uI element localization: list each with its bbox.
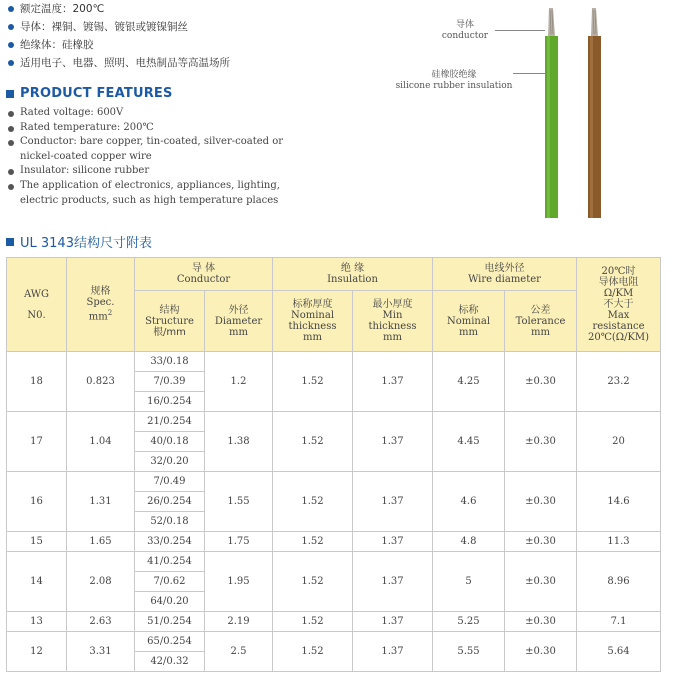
nominal-thickness-cell: 1.52 — [273, 612, 353, 632]
structure-cell: 26/0.254 — [135, 492, 205, 512]
product-feature-item: Rated temperature: 200℃ — [6, 121, 296, 136]
min-thickness-header-unit: mm — [383, 332, 402, 343]
conductor-header-en: Conductor — [176, 274, 231, 285]
nominal-thickness-header-en: Nominal — [290, 310, 335, 321]
table-row — [7, 352, 661, 372]
structure-cell: 7/0.39 — [135, 372, 205, 392]
structure-cell: 41/0.254 — [135, 552, 205, 572]
resistance-cell: 23.2 — [577, 352, 661, 412]
product-feature-item: Conductor: bare copper, tin-coated, silver-coated or nickel-coated copper wire — [6, 135, 296, 164]
structure-cell: 42/0.32 — [135, 652, 205, 672]
product-feature-item: Rated voltage: 600V — [6, 106, 296, 121]
brown-wire-conductor — [591, 8, 598, 36]
insulation-header-cn: 绝 缘 — [340, 263, 365, 274]
wire-nominal-cell: 5.25 — [433, 612, 505, 632]
table-row — [7, 532, 661, 552]
resistance-header-line: Ω/KM — [603, 288, 634, 299]
wire-nominal-cell: 4.45 — [433, 412, 505, 472]
cn-feature-list — [6, 0, 230, 72]
min-thickness-cell: 1.37 — [353, 632, 433, 672]
product-feature-item: The application of electronics, appliances, lighting, electric products, such as high temperature places — [6, 179, 296, 208]
tolerance-cell: ±0.30 — [505, 632, 577, 672]
resistance-header-line: 不大于 — [603, 299, 634, 310]
diameter-header-unit: mm — [229, 326, 248, 338]
awg-cell: 18 — [7, 352, 67, 412]
awg-cell: 13 — [7, 612, 67, 632]
green-wire-conductor — [548, 8, 555, 36]
nominal-thickness-cell: 1.52 — [273, 632, 353, 672]
resistance-cell: 7.1 — [577, 612, 661, 632]
tolerance-cell: ±0.30 — [505, 532, 577, 552]
diameter-header-cn: 外径 — [228, 304, 249, 316]
structure-header-unit: 根/mm — [153, 326, 186, 338]
tolerance-header-en: Tolerance — [515, 315, 566, 327]
structure-cell: 64/0.20 — [135, 592, 205, 612]
structure-cell: 33/0.18 — [135, 352, 205, 372]
product-feature-item: Insulator: silicone rubber — [6, 164, 296, 179]
min-thickness-cell: 1.37 — [353, 472, 433, 532]
min-thickness-cell: 1.37 — [353, 412, 433, 472]
insulation-label-cn: 硅橡胶绝缘 — [431, 70, 477, 80]
cn-feature-item: 适用电子、电器、照明、电热制品等高温场所 — [6, 54, 230, 72]
structure-cell: 7/0.62 — [135, 572, 205, 592]
min-thickness-header-en: thickness — [368, 321, 417, 332]
structure-header-cn: 结构 — [159, 304, 180, 316]
resistance-cell: 14.6 — [577, 472, 661, 532]
spec-cell: 0.823 — [67, 352, 135, 412]
resistance-header-line: resistance — [592, 321, 645, 332]
insulation-leader-line — [513, 73, 545, 74]
min-thickness-cell: 1.37 — [353, 552, 433, 612]
diameter-cell: 1.75 — [205, 532, 273, 552]
spec-cell: 1.65 — [67, 532, 135, 552]
tolerance-header-unit: mm — [531, 326, 550, 338]
min-thickness-header-cn: 最小厚度 — [372, 299, 413, 310]
awg-cell: 12 — [7, 632, 67, 672]
wire-diameter-header — [433, 258, 577, 291]
awg-cell: 16 — [7, 472, 67, 532]
nominal-thickness-cell: 1.52 — [273, 352, 353, 412]
tolerance-cell: ±0.30 — [505, 552, 577, 612]
insulation-header — [273, 258, 433, 291]
structure-cell: 7/0.49 — [135, 472, 205, 492]
wire-nominal-cell: 4.8 — [433, 532, 505, 552]
nominal-thickness-header-cn: 标称厚度 — [292, 299, 333, 310]
nominal-thickness-cell: 1.52 — [273, 532, 353, 552]
wire-diameter-header-en: Wire diameter — [468, 274, 541, 285]
nominal-diameter-header-cn: 标称 — [458, 304, 479, 316]
nominal-diameter-header-en: Nominal — [446, 315, 491, 327]
resistance-header-line: 20℃(Ω/KM) — [587, 332, 650, 343]
spec-header-cn: 规格 — [90, 286, 111, 298]
nominal-thickness-cell: 1.52 — [273, 472, 353, 532]
spec-unit — [67, 308, 134, 322]
resistance-cell: 20 — [577, 412, 661, 472]
tolerance-cell: ±0.30 — [505, 352, 577, 412]
square-bullet-icon — [6, 90, 14, 98]
wire-diameter-header-cn: 电线外径 — [484, 263, 525, 274]
table-row — [7, 472, 661, 492]
min-thickness-cell: 1.37 — [353, 612, 433, 632]
spec-cell: 1.04 — [67, 412, 135, 472]
nominal-thickness-cell: 1.52 — [273, 412, 353, 472]
product-features-list — [6, 106, 296, 208]
spec-table — [6, 257, 661, 672]
structure-cell: 51/0.254 — [135, 612, 205, 632]
structure-cell: 52/0.18 — [135, 512, 205, 532]
insulation-label-en: silicone rubber insulation — [395, 81, 513, 91]
resistance-header-line: Max — [607, 310, 630, 321]
insulation-callout — [395, 70, 513, 92]
diameter-cell: 1.38 — [205, 412, 273, 472]
conductor-leader-line — [495, 30, 545, 31]
resistance-cell: 8.96 — [577, 552, 661, 612]
awg-header-text: AWG — [23, 288, 50, 300]
structure-cell: 33/0.254 — [135, 532, 205, 552]
conductor-label-en: conductor — [441, 31, 489, 41]
tolerance-header-cn: 公差 — [530, 304, 551, 316]
brown-wire — [588, 36, 601, 218]
nominal-thickness-header-en: thickness — [288, 321, 337, 332]
resistance-cell: 11.3 — [577, 532, 661, 552]
nominal-thickness-header-unit: mm — [303, 332, 322, 343]
structure-cell: 65/0.254 — [135, 632, 205, 652]
spec-header-en: Spec. — [86, 297, 115, 309]
product-features-heading — [6, 86, 173, 101]
diameter-header-en: Diameter — [214, 315, 263, 327]
awg-cell: 14 — [7, 552, 67, 612]
table-row — [7, 612, 661, 632]
diameter-cell: 1.95 — [205, 552, 273, 612]
spec-unit-sup: 2 — [107, 309, 113, 318]
structure-header-en: Structure — [145, 315, 194, 327]
nominal-diameter-header — [433, 291, 505, 352]
spec-cell: 3.31 — [67, 632, 135, 672]
green-wire — [545, 36, 558, 218]
spec-cell: 1.31 — [67, 472, 135, 532]
structure-cell: 21/0.254 — [135, 412, 205, 432]
resistance-header-line: 导体电阻 — [598, 277, 639, 288]
spec-cell: 2.08 — [67, 552, 135, 612]
diameter-cell: 2.19 — [205, 612, 273, 632]
conductor-label-cn: 导体 — [455, 20, 474, 30]
spec-cell: 2.63 — [67, 612, 135, 632]
resistance-cell: 5.64 — [577, 632, 661, 672]
no-header-text: N0. — [27, 309, 46, 321]
spec-table-body — [7, 352, 661, 672]
conductor-header — [135, 258, 273, 291]
min-thickness-cell: 1.37 — [353, 352, 433, 412]
structure-cell: 16/0.254 — [135, 392, 205, 412]
tolerance-cell: ±0.30 — [505, 612, 577, 632]
cn-feature-item: 额定温度：200℃ — [6, 0, 230, 18]
spec-header — [67, 258, 135, 352]
cn-feature-item: 导体：裸铜、镀锡、镀银或镀镍铜丝 — [6, 18, 230, 36]
diameter-cell: 1.2 — [205, 352, 273, 412]
min-thickness-header-en: Min — [382, 310, 403, 321]
resistance-header — [577, 258, 661, 352]
conductor-callout — [435, 20, 495, 42]
diameter-header — [205, 291, 273, 352]
wire-nominal-cell: 4.6 — [433, 472, 505, 532]
nominal-thickness-header — [273, 291, 353, 352]
wire-nominal-cell: 5.55 — [433, 632, 505, 672]
table-title: UL 3143结构尺寸附表 — [20, 236, 152, 251]
table-row — [7, 552, 661, 572]
insulation-header-en: Insulation — [327, 274, 378, 285]
spec-unit-text: mm — [88, 311, 108, 323]
diameter-cell: 2.5 — [205, 632, 273, 672]
tolerance-cell: ±0.30 — [505, 412, 577, 472]
structure-cell: 32/0.20 — [135, 452, 205, 472]
nominal-thickness-cell: 1.52 — [273, 552, 353, 612]
structure-cell: 40/0.18 — [135, 432, 205, 452]
awg-cell: 17 — [7, 412, 67, 472]
table-heading — [6, 232, 152, 251]
structure-header — [135, 291, 205, 352]
tolerance-cell: ±0.30 — [505, 472, 577, 532]
conductor-header-cn: 导 体 — [191, 263, 216, 274]
nominal-diameter-header-unit: mm — [459, 326, 478, 338]
awg-header — [7, 258, 67, 352]
wire-illustration — [395, 0, 676, 225]
table-row — [7, 632, 661, 652]
diameter-cell: 1.55 — [205, 472, 273, 532]
min-thickness-cell: 1.37 — [353, 532, 433, 552]
wire-nominal-cell: 5 — [433, 552, 505, 612]
product-features-title: PRODUCT FEATURES — [20, 86, 173, 101]
min-thickness-header — [353, 291, 433, 352]
tolerance-header — [505, 291, 577, 352]
table-row — [7, 412, 661, 432]
cn-feature-item: 绝缘体：硅橡胶 — [6, 36, 230, 54]
wire-nominal-cell: 4.25 — [433, 352, 505, 412]
awg-cell: 15 — [7, 532, 67, 552]
resistance-header-line: 20℃时 — [601, 266, 636, 277]
square-bullet-icon — [6, 238, 14, 246]
